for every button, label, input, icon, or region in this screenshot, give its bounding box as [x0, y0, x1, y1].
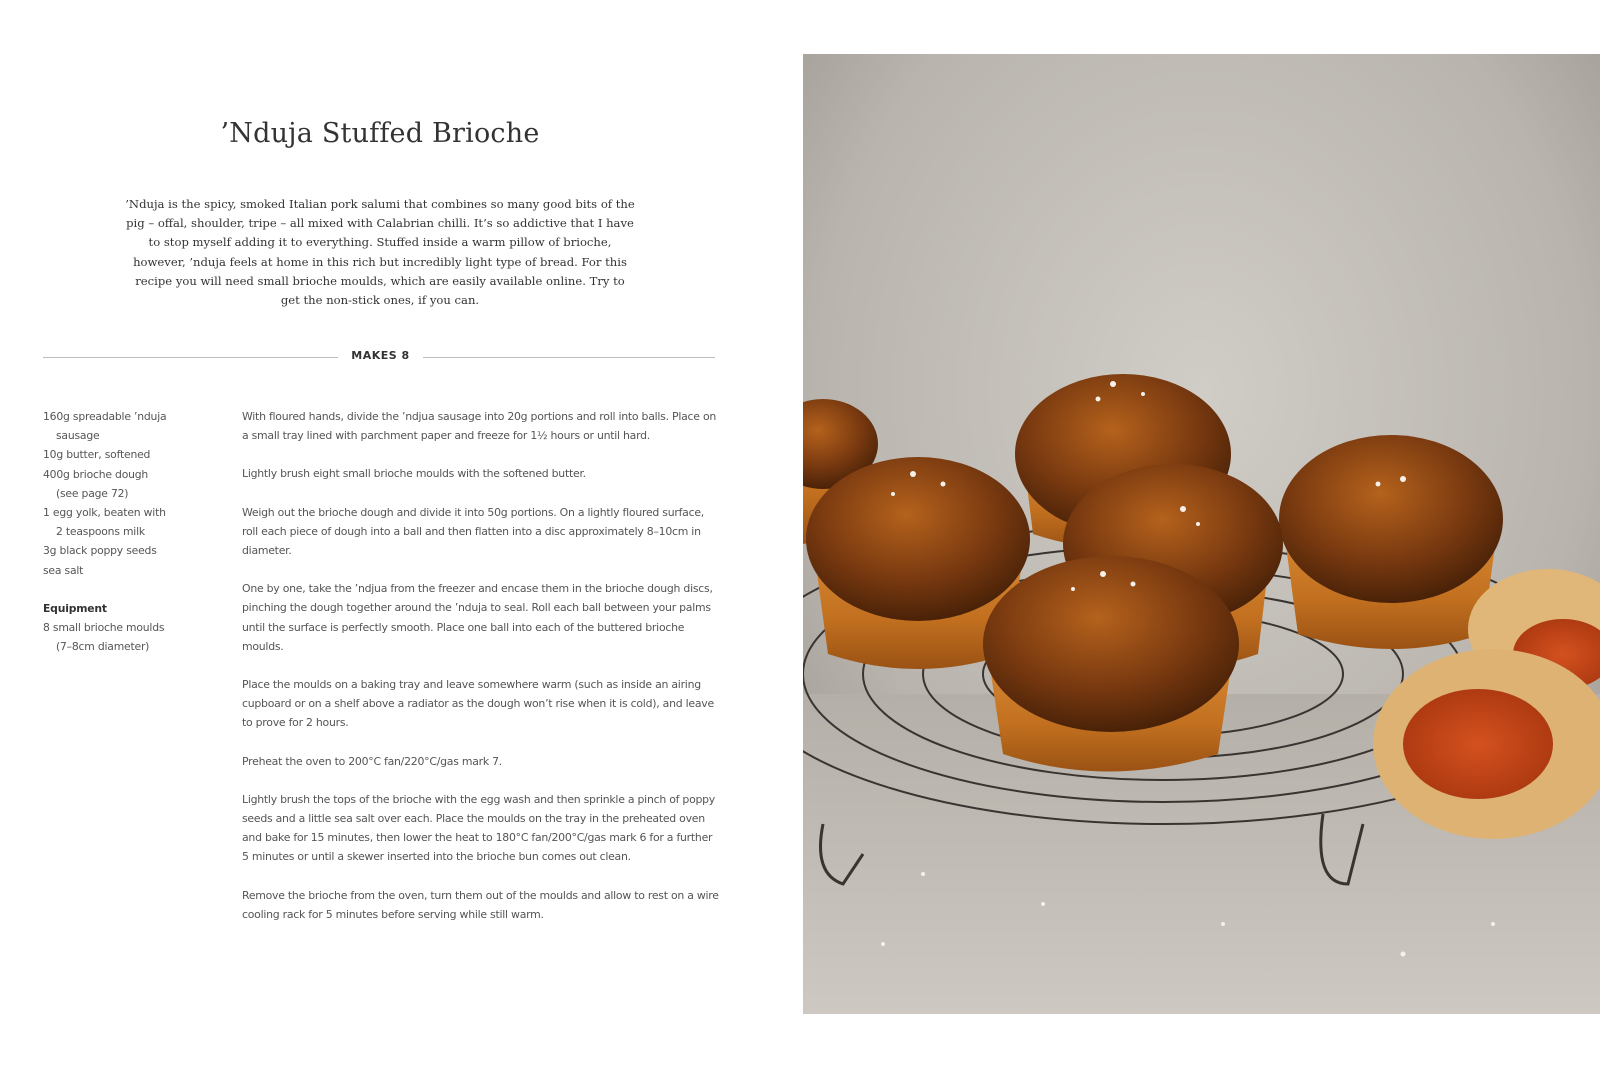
brioche-photo: [803, 54, 1600, 1014]
ingredient-line: 3g black poppy seeds: [43, 544, 157, 558]
method-step: Preheat the oven to 200°C fan/220°C/gas mark 7.: [242, 754, 502, 768]
method-step: With floured hands, divide the ’ndjua sausage into 20g portions and roll into balls. Place on a small tray lined with parchment paper and freeze for 1½ hours or until hard.: [242, 410, 717, 443]
makes-divider: [43, 349, 715, 369]
equipment-heading: Equipment: [43, 601, 107, 615]
ingredient-line: sea salt: [43, 563, 84, 577]
brioche-illustration: [803, 54, 1600, 1014]
ingredient-line: 10g butter, softened: [43, 448, 151, 462]
method-step: One by one, take the ’ndjua from the freezer and encase them in the brioche dough discs, pinching the dough together around the ’nduja to seal. Roll each ball between your palms until the surface is perfectly smooth. Place one ball into each of the buttered brioche moulds.: [242, 582, 713, 653]
method-step: Lightly brush eight small brioche moulds with the softened butter.: [242, 467, 586, 481]
recipe-title: ’Nduja Stuffed Brioche: [220, 118, 540, 149]
method-step: Place the moulds on a baking tray and leave somewhere warm (such as inside an airing cupboard or on a shelf above a radiator as the dough won’t rise when it is cold), and leave to prove for 2 hours.: [242, 678, 714, 730]
ingredients-list: [43, 407, 223, 656]
ingredient-line: 400g brioche dough: [43, 467, 149, 481]
recipe-intro: ’Nduja is the spicy, smoked Italian pork salumi that combines so many good bits of the pig – offal, shoulder, tripe – all mixed with Calabrian chilli. It’s so addictive that I have to stop myself adding it to everything. Stuffed inside a warm pillow of brioche, however, ’nduja feels at home in this rich but incredibly light type of bread. For this recipe you will need small brioche moulds, which are easily available online. Try to get the non-stick ones, if you can.: [125, 197, 635, 308]
ingredient-line: 160g spreadable ’nduja: [43, 410, 167, 423]
divider-line-left: [43, 357, 338, 358]
ingredient-line: 2 teaspoons milk: [56, 525, 145, 539]
equipment-line: (7–8cm diameter): [56, 640, 150, 654]
ingredient-line: 1 egg yolk, beaten with: [43, 506, 166, 520]
divider-line-right: [423, 357, 715, 358]
equipment-line: 8 small brioche moulds: [43, 621, 165, 635]
brioche-bun: [1279, 435, 1503, 649]
ingredient-line: sausage: [56, 429, 100, 443]
ingredient-line: (see page 72): [56, 486, 129, 500]
method-step: Weigh out the brioche dough and divide it into 50g portions. On a lightly floured surface, roll each piece of dough into a ball and then flatten into a disc approximately 8–10cm in diameter.: [242, 505, 705, 558]
method-steps: [242, 407, 720, 943]
brioche-bun: [983, 556, 1239, 772]
makes-label: MAKES 8: [351, 349, 410, 362]
method-step: Lightly brush the tops of the brioche with the egg wash and then sprinkle a pinch of poppy seeds and a little sea salt over each. Place the moulds on the tray in the preheated oven and bake for 15 minutes, then lower the heat to 180°C fan/200°C/gas mark 6 for a further 5 minutes or until a skewer inserted into the brioche bun comes out clean.: [242, 792, 716, 864]
method-step: Remove the brioche from the oven, turn them out of the moulds and allow to rest on a wire cooling rack for 5 minutes before serving while still warm.: [242, 888, 719, 921]
